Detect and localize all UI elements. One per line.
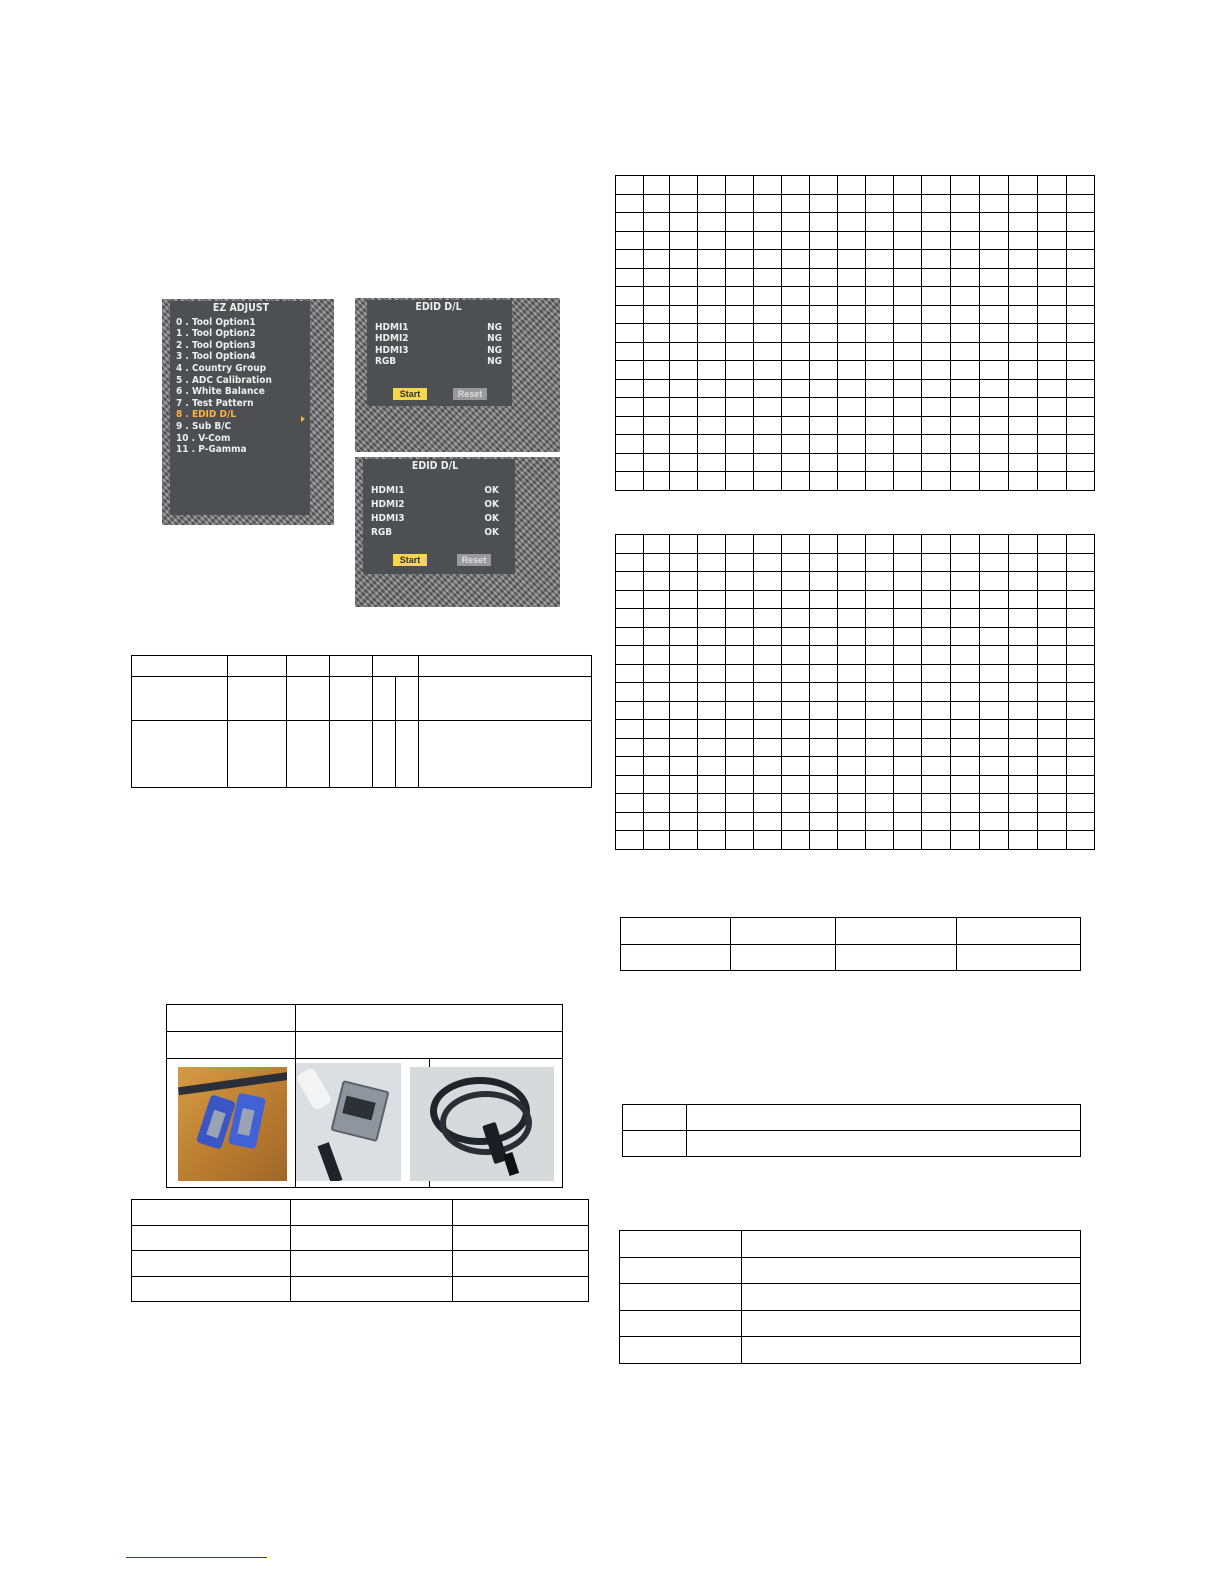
ez-adjust-menu <box>176 317 306 456</box>
ez-adjust-screenshot <box>162 299 334 525</box>
port-label: HDMI2 <box>375 333 409 345</box>
edid-data-table-1 <box>615 175 1095 491</box>
edid-screen-ng <box>355 298 560 452</box>
detail-table <box>619 1230 1081 1364</box>
port-label: RGB <box>371 526 393 538</box>
port-label: HDMI3 <box>371 512 405 524</box>
port-label: HDMI1 <box>375 321 409 333</box>
vga-cable-photo <box>178 1067 287 1181</box>
start-button-ng[interactable]: Start <box>393 388 427 400</box>
footer-link-underline[interactable] <box>126 1557 267 1558</box>
status-value: OK <box>484 498 499 510</box>
status-value: NG <box>487 344 502 356</box>
start-button-ok[interactable]: Start <box>393 554 427 566</box>
edid-status-row <box>371 512 499 526</box>
menu-item[interactable]: 8 . EDID D/L <box>176 409 236 421</box>
edid-title-ok: EDID D/L <box>411 460 459 472</box>
hdmi-cable-photo <box>410 1067 554 1181</box>
status-value: NG <box>487 356 502 368</box>
status-value: NG <box>487 321 502 333</box>
port-label: RGB <box>375 356 397 368</box>
menu-item[interactable]: 5 . ADC Calibration <box>176 374 272 386</box>
edid-panel-ok <box>363 459 515 574</box>
menu-item[interactable]: 6 . White Balance <box>176 386 265 398</box>
edid-screen-ok <box>355 457 560 607</box>
edid-status-row <box>371 526 499 540</box>
menu-item[interactable]: 1 . Tool Option2 <box>176 328 256 340</box>
edid-data-table-2 <box>615 534 1095 850</box>
edid-status-row <box>375 322 502 334</box>
menu-item[interactable]: 9 . Sub B/C <box>176 420 232 432</box>
reset-button-ng[interactable]: Reset <box>453 388 487 400</box>
menu-item[interactable]: 7 . Test Pattern <box>176 397 254 409</box>
dvi-cable-photo <box>296 1063 401 1181</box>
port-label: HDMI1 <box>371 484 405 496</box>
spec-table-a <box>131 655 592 788</box>
edid-status-row <box>371 484 499 498</box>
menu-item[interactable]: 2 . Tool Option3 <box>176 339 256 351</box>
selection-arrow-icon <box>301 416 305 422</box>
status-value: OK <box>484 526 499 538</box>
edid-title-ng: EDID D/L <box>415 301 462 313</box>
edid-status-row <box>371 498 499 512</box>
menu-item[interactable]: 0 . Tool Option1 <box>176 316 256 328</box>
checksum-table <box>620 917 1081 971</box>
edid-status-row <box>375 333 502 345</box>
info-table <box>622 1104 1081 1157</box>
edid-status-row <box>375 356 502 368</box>
edid-panel-ng <box>367 300 512 406</box>
edid-status-list-ok <box>371 484 499 540</box>
status-value: NG <box>487 333 502 345</box>
menu-item[interactable]: 4 . Country Group <box>176 362 267 374</box>
reset-button-ok[interactable]: Reset <box>457 554 491 566</box>
ez-adjust-panel <box>170 301 310 515</box>
menu-item[interactable]: 10 . V-Com <box>176 432 231 444</box>
status-value: OK <box>484 512 499 524</box>
menu-item[interactable]: 3 . Tool Option4 <box>176 351 256 363</box>
ez-adjust-title: EZ ADJUST <box>212 302 270 314</box>
menu-item[interactable]: 11 . P-Gamma <box>176 444 247 456</box>
edid-status-list-ng <box>375 322 502 368</box>
port-label: HDMI3 <box>375 344 409 356</box>
status-value: OK <box>484 484 499 496</box>
cable-spec-table <box>131 1199 589 1302</box>
edid-status-row <box>375 345 502 357</box>
port-label: HDMI2 <box>371 498 405 510</box>
